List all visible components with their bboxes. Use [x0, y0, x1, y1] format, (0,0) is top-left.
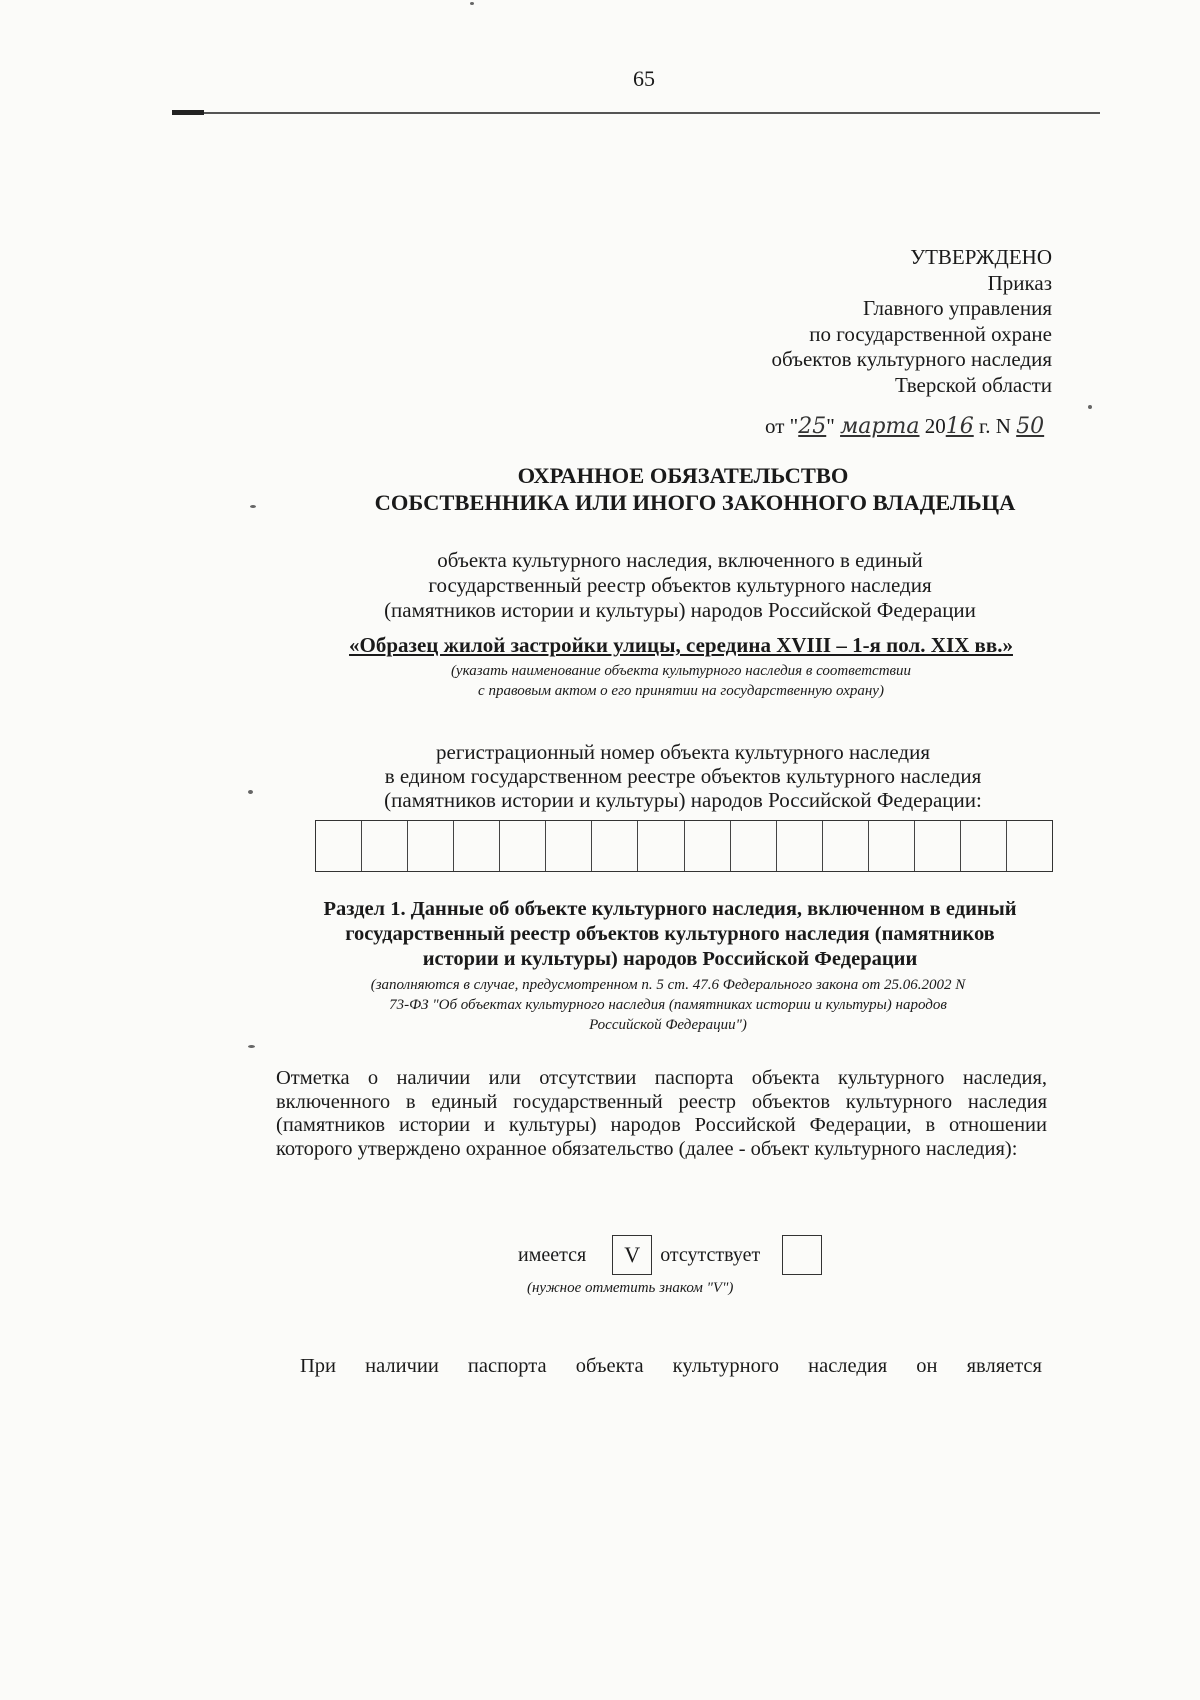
- continuation-line: [300, 1355, 1042, 1378]
- scan-speck: [248, 790, 253, 794]
- section-note-line: Российской Федерации"): [589, 1017, 747, 1033]
- present-label: имеется: [518, 1243, 587, 1266]
- document-title-line-1: ОХРАННОЕ ОБЯЗАТЕЛЬСТВО: [517, 463, 849, 488]
- page-number: 65: [633, 66, 655, 91]
- registration-cell[interactable]: [638, 821, 684, 871]
- order-prefix: от ": [765, 414, 799, 438]
- order-day: 25: [798, 414, 827, 439]
- registration-cell[interactable]: [362, 821, 408, 871]
- section-note-line: (заполняются в случае, предусмотренном п. 5 ст. 47.6 Федерального закона от 25.06.2002 N: [370, 977, 966, 993]
- registration-line: регистрационный номер объекта культурного наследия: [436, 740, 930, 764]
- approval-line: по государственной охране: [809, 321, 1052, 346]
- object-name: «Образец жилой застройки улицы, середина XVIII – 1-я пол. XIX вв.»: [349, 633, 1013, 657]
- registration-cell[interactable]: [592, 821, 638, 871]
- absent-checkbox[interactable]: [782, 1235, 822, 1275]
- word: он: [916, 1355, 938, 1377]
- approval-line: Приказ: [987, 270, 1052, 295]
- registration-line: (памятников истории и культуры) народов Российской Федерации:: [384, 788, 982, 812]
- registration-cell[interactable]: [408, 821, 454, 871]
- subtitle-line: объекта культурного наследия, включенного в единый: [437, 548, 923, 572]
- order-month: марта: [840, 414, 920, 439]
- registration-caption: [0, 740, 1200, 812]
- scan-speck: [470, 2, 474, 5]
- passport-mark-paragraph: Отметка о наличии или отсутствии паспорта объекта культурного наследия, включенного в единый государственный реестр объектов культурного наследия (памятников истории и культуры) народов Российской Федерации, в отношении которого утверждено охранное обязательство (далее - объект культурного наследия):: [276, 1067, 1047, 1160]
- word: наследия: [808, 1355, 888, 1377]
- section-1-note: [285, 975, 1051, 1035]
- approval-line: Тверской области: [894, 372, 1052, 397]
- registration-cell[interactable]: [823, 821, 869, 871]
- section-1-heading: [290, 897, 1050, 972]
- approval-line: Главного управления: [863, 296, 1052, 320]
- object-name-hint: [0, 661, 1200, 701]
- order-number-prefix: г. N: [973, 414, 1017, 438]
- registration-cell[interactable]: [685, 821, 731, 871]
- registration-line: в едином государственном реестре объектов культурного наследия: [384, 764, 982, 788]
- registration-cell[interactable]: [777, 821, 823, 871]
- registration-cell[interactable]: [316, 821, 362, 871]
- order-number: 50: [1016, 414, 1045, 439]
- scan-speck: [248, 1045, 255, 1048]
- section-heading-line: государственный реестр объектов культурного наследия (памятников: [345, 923, 995, 945]
- word: наличии: [365, 1355, 439, 1377]
- passport-choice-row: [518, 1233, 822, 1277]
- approval-block: [771, 245, 1052, 398]
- section-heading-line: Раздел 1. Данные об объекте культурного наследия, включенном в единый: [323, 898, 1017, 920]
- order-mid: ": [826, 414, 841, 438]
- subtitle-line: (памятников истории и культуры) народов Российской Федерации: [384, 598, 976, 622]
- order-year-prefix: 20: [919, 414, 946, 438]
- word: паспорта: [467, 1355, 547, 1377]
- registration-cell[interactable]: [961, 821, 1007, 871]
- approval-line: УТВЕРЖДЕНО: [910, 245, 1052, 269]
- registration-cell[interactable]: [546, 821, 592, 871]
- absent-label: отсутствует: [660, 1243, 761, 1266]
- subtitle-line: государственный реестр объектов культурного наследия: [428, 573, 932, 597]
- registration-cell[interactable]: [454, 821, 500, 871]
- registration-number-grid[interactable]: [315, 820, 1053, 872]
- word: культурного: [672, 1355, 780, 1377]
- header-rule: [172, 112, 1100, 114]
- approval-line: объектов культурного наследия: [771, 347, 1052, 371]
- section-heading-line: истории и культуры) народов Российской Федерации: [422, 948, 918, 970]
- scan-speck: [1088, 405, 1092, 409]
- order-date-line: [765, 414, 1044, 439]
- registration-cell[interactable]: [500, 821, 546, 871]
- choice-hint: (нужное отметить знаком "V"): [527, 1280, 734, 1296]
- word: объекта: [575, 1355, 644, 1377]
- hint-line: с правовым актом о его принятии на государственную охрану): [478, 683, 884, 699]
- order-year-suffix: 16: [945, 414, 974, 439]
- hint-line: (указать наименование объекта культурного наследия в соответствии: [450, 663, 912, 679]
- header-rule-mark: [172, 110, 204, 115]
- registration-cell[interactable]: [731, 821, 777, 871]
- section-note-line: 73-ФЗ "Об объектах культурного наследия (памятниках истории и культуры) народов: [389, 997, 947, 1013]
- word: является: [966, 1355, 1042, 1377]
- present-checkbox[interactable]: V: [612, 1235, 652, 1275]
- subtitle-block: [0, 548, 1200, 623]
- document-title-line-2: СОБСТВЕННИКА ИЛИ ИНОГО ЗАКОННОГО ВЛАДЕЛЬЦА: [374, 490, 1016, 515]
- word: При: [300, 1355, 337, 1377]
- scan-speck: [250, 505, 256, 508]
- registration-cell[interactable]: [1007, 821, 1052, 871]
- registration-cell[interactable]: [869, 821, 915, 871]
- registration-cell[interactable]: [915, 821, 961, 871]
